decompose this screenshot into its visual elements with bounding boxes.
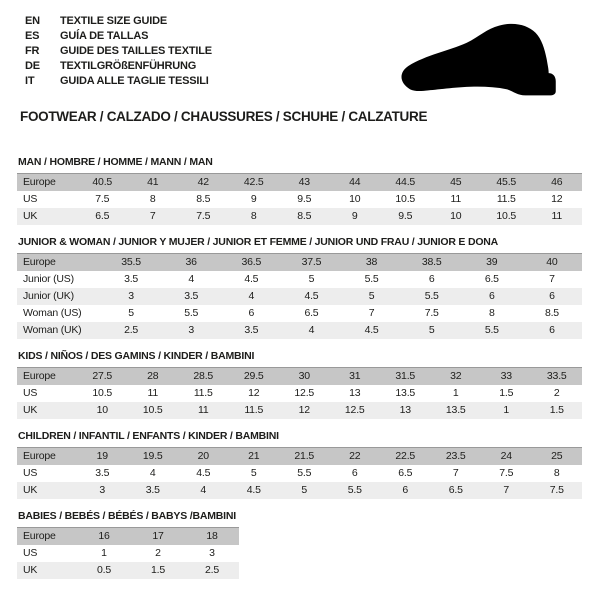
size-value: 37.5 — [301, 256, 322, 268]
row-label: UK — [23, 404, 38, 416]
size-section — [17, 430, 582, 499]
size-section — [17, 236, 582, 339]
size-value: 1 — [101, 547, 107, 559]
table-row — [17, 385, 582, 402]
size-value: 4.5 — [244, 273, 259, 285]
size-value: 22 — [349, 450, 361, 462]
row-label: Woman (UK) — [23, 324, 82, 336]
table-row — [17, 288, 582, 305]
size-value: 4 — [308, 324, 315, 336]
size-value: 7 — [549, 273, 555, 285]
size-table — [17, 173, 582, 225]
language-line — [25, 73, 212, 88]
size-value: 45.5 — [496, 176, 517, 188]
size-value: 7.5 — [499, 467, 514, 479]
size-value: 6 — [488, 290, 495, 302]
table-row — [17, 482, 582, 499]
language-code: IT — [25, 74, 35, 87]
size-value: 21 — [248, 450, 260, 462]
size-value: 25 — [551, 450, 563, 462]
size-value: 28.5 — [193, 370, 214, 382]
size-value: 9 — [250, 193, 257, 205]
size-value: 11.5 — [244, 404, 264, 416]
size-value: 1 — [452, 387, 459, 399]
row-label: Woman (US) — [23, 307, 82, 319]
language-code: ES — [25, 29, 40, 42]
table-row — [17, 465, 582, 482]
size-value: 3 — [188, 324, 194, 336]
size-value: 13 — [349, 387, 361, 399]
size-value: 12 — [551, 193, 563, 205]
size-value: 36 — [185, 256, 197, 268]
size-value: 7 — [452, 467, 459, 479]
size-value: 10.5 — [395, 193, 416, 205]
row-label: Europe — [23, 370, 56, 382]
size-value: 0.5 — [97, 564, 111, 576]
size-value: 10.5 — [92, 387, 113, 399]
size-value: 44 — [349, 176, 361, 188]
size-value: 45 — [450, 176, 462, 188]
row-label: US — [23, 193, 38, 205]
row-label: UK — [23, 210, 38, 222]
size-value: 8 — [149, 193, 156, 205]
language-code: EN — [25, 14, 40, 27]
size-table — [17, 527, 239, 579]
size-value: 9 — [351, 210, 358, 222]
size-value: 10 — [96, 404, 108, 416]
size-value: 7 — [368, 307, 375, 319]
size-value: 6.5 — [398, 467, 413, 479]
size-value: 3.5 — [244, 324, 259, 336]
size-value: 19.5 — [142, 450, 163, 462]
size-value: 3.5 — [184, 290, 199, 302]
section-title: JUNIOR & WOMAN / JUNIOR Y MUJER / JUNIOR ET FEMME / JUNIOR UND FRAU / JUNIOR E DONA — [18, 236, 499, 248]
size-value: 40 — [546, 256, 558, 268]
language-code: FR — [25, 44, 40, 57]
size-value: 7.5 — [424, 307, 439, 319]
size-value: 1 — [503, 404, 510, 416]
row-label: US — [23, 387, 38, 399]
table-row — [17, 271, 582, 288]
size-value: 27.5 — [92, 370, 113, 382]
language-title: TEXTILE SIZE GUIDE — [60, 14, 168, 27]
row-label: UK — [23, 484, 38, 496]
section-title: BABIES / BEBÉS / BÉBÉS / BABYS /BAMBINI — [18, 510, 236, 522]
size-value: 42 — [197, 176, 209, 188]
size-value: 4 — [248, 290, 255, 302]
size-value: 1.5 — [499, 387, 514, 399]
size-section — [17, 350, 582, 419]
size-value: 41 — [147, 176, 159, 188]
row-label: UK — [23, 564, 38, 576]
size-value: 5.5 — [184, 307, 199, 319]
size-value: 3 — [209, 547, 215, 559]
size-value: 13 — [399, 404, 411, 416]
size-value: 13.5 — [445, 404, 466, 416]
size-value: 8.5 — [544, 307, 559, 319]
size-value: 6 — [549, 324, 555, 336]
size-value: 4.5 — [196, 467, 211, 479]
size-value: 5.5 — [484, 324, 499, 336]
size-section — [17, 156, 582, 225]
size-value: 4.5 — [304, 290, 319, 302]
size-value: 9.5 — [297, 193, 312, 205]
size-table — [17, 367, 582, 419]
size-value: 6 — [549, 290, 555, 302]
size-value: 5.5 — [347, 484, 362, 496]
size-tables — [17, 130, 582, 579]
size-value: 31 — [349, 370, 361, 382]
size-value: 36.5 — [241, 256, 262, 268]
row-label: US — [23, 547, 38, 559]
size-value: 44.5 — [395, 176, 416, 188]
table-row — [17, 305, 582, 322]
size-value: 11 — [450, 193, 461, 205]
language-title: GUIDE DES TAILLES TEXTILE — [60, 44, 212, 57]
size-value: 28 — [147, 370, 159, 382]
size-value: 23.5 — [445, 450, 466, 462]
size-value: 8.5 — [196, 193, 211, 205]
size-value: 5.5 — [364, 273, 379, 285]
size-value: 4.5 — [364, 324, 379, 336]
shoe-icon — [396, 18, 578, 102]
section-title: CHILDREN / INFANTIL / ENFANTS / KINDER / BAMBINI — [18, 430, 279, 442]
size-value: 20 — [197, 450, 209, 462]
size-value: 6 — [428, 273, 435, 285]
size-value: 7.5 — [549, 484, 564, 496]
section-title: KIDS / NIÑOS / DES GAMINS / KINDER / BAMBINI — [18, 350, 255, 362]
size-value: 33 — [500, 370, 512, 382]
size-value: 6.5 — [304, 307, 319, 319]
size-value: 30 — [298, 370, 310, 382]
size-value: 6.5 — [484, 273, 499, 285]
table-row — [17, 545, 239, 562]
size-value: 11 — [147, 387, 158, 399]
size-value: 12.5 — [294, 387, 315, 399]
language-line — [25, 58, 212, 73]
size-value: 9.5 — [398, 210, 413, 222]
size-value: 6 — [248, 307, 255, 319]
language-title: TEXTILGRÖßENFÜHRUNG — [60, 59, 197, 72]
row-label: Junior (UK) — [23, 290, 74, 302]
size-value: 3.5 — [124, 273, 139, 285]
size-value: 4.5 — [246, 484, 261, 496]
size-value: 10 — [450, 210, 462, 222]
language-code: DE — [25, 59, 40, 72]
category-heading: FOOTWEAR / CALZADO / CHAUSSURES / SCHUHE / CALZATURE — [20, 109, 428, 124]
size-value: 11.5 — [496, 193, 516, 205]
shoe-silhouette — [401, 24, 555, 96]
size-value: 32 — [450, 370, 462, 382]
size-value: 39 — [486, 256, 498, 268]
size-value: 6.5 — [448, 484, 463, 496]
table-row — [17, 448, 582, 466]
size-value: 5 — [128, 307, 134, 319]
size-value: 42.5 — [243, 176, 264, 188]
size-value: 7 — [503, 484, 510, 496]
size-value: 16 — [98, 530, 110, 542]
table-row — [17, 322, 582, 339]
language-line — [25, 28, 212, 43]
size-section — [17, 510, 582, 579]
size-value: 4 — [200, 484, 207, 496]
size-value: 5 — [250, 467, 257, 479]
language-line — [25, 43, 212, 58]
size-table — [17, 447, 582, 499]
table-row — [17, 208, 582, 225]
size-value: 8 — [553, 467, 560, 479]
size-value: 6 — [402, 484, 409, 496]
size-value: 2.5 — [205, 564, 219, 576]
size-value: 7 — [149, 210, 156, 222]
size-value: 2 — [155, 547, 161, 559]
size-value: 10 — [349, 193, 361, 205]
size-value: 7.5 — [196, 210, 211, 222]
size-value: 12 — [298, 404, 310, 416]
size-value: 22.5 — [395, 450, 416, 462]
row-label: Europe — [23, 450, 56, 462]
table-row — [17, 562, 239, 579]
size-value: 24 — [500, 450, 512, 462]
size-value: 2.5 — [124, 324, 139, 336]
size-value: 38.5 — [421, 256, 442, 268]
row-label: Junior (US) — [23, 273, 74, 285]
row-label: Europe — [23, 176, 56, 188]
size-table — [17, 253, 582, 339]
table-row — [17, 368, 582, 386]
size-value: 33.5 — [546, 370, 567, 382]
section-title: MAN / HOMBRE / HOMME / MANN / MAN — [18, 156, 213, 168]
size-value: 10.5 — [496, 210, 517, 222]
size-value: 21.5 — [294, 450, 315, 462]
size-value: 43 — [298, 176, 310, 188]
size-value: 38 — [365, 256, 378, 268]
size-value: 6 — [351, 467, 358, 479]
size-value: 5.5 — [297, 467, 312, 479]
size-value: 10.5 — [142, 404, 163, 416]
size-value: 3.5 — [145, 484, 160, 496]
size-value: 5 — [428, 324, 435, 336]
size-value: 8 — [250, 210, 257, 222]
row-label: Europe — [23, 530, 56, 542]
size-value: 11 — [551, 210, 562, 222]
size-value: 3 — [99, 484, 106, 496]
size-value: 29.5 — [243, 370, 264, 382]
language-line — [25, 13, 212, 28]
size-value: 1.5 — [151, 564, 165, 576]
row-label: Europe — [23, 256, 56, 268]
language-title: GUIDA ALLE TAGLIE TESSILI — [60, 74, 209, 87]
size-value: 12.5 — [344, 404, 365, 416]
size-value: 5 — [301, 484, 308, 496]
size-value: 12 — [248, 387, 260, 399]
size-value: 13.5 — [395, 387, 416, 399]
size-value: 4 — [188, 273, 194, 285]
table-row — [17, 402, 582, 419]
size-value: 6.5 — [95, 210, 110, 222]
table-row — [17, 191, 582, 208]
size-value: 3.5 — [95, 467, 110, 479]
size-value: 11 — [198, 404, 209, 416]
size-value: 2 — [553, 387, 560, 399]
size-value: 5 — [308, 273, 315, 285]
size-value: 1.5 — [549, 404, 564, 416]
language-list — [25, 13, 212, 88]
size-value: 31.5 — [395, 370, 416, 382]
size-value: 5.5 — [424, 290, 439, 302]
size-value: 4 — [149, 467, 156, 479]
table-row — [17, 174, 582, 192]
size-value: 5 — [368, 290, 375, 302]
size-value: 8.5 — [297, 210, 312, 222]
size-value: 3 — [128, 290, 134, 302]
size-value: 18 — [206, 530, 218, 542]
size-value: 35.5 — [121, 256, 141, 268]
size-value: 46 — [551, 176, 563, 188]
language-title: GUÍA DE TALLAS — [60, 29, 149, 42]
size-value: 40.5 — [92, 176, 113, 188]
size-value: 19 — [96, 450, 108, 462]
table-row — [17, 528, 239, 546]
size-value: 17 — [152, 530, 164, 542]
size-value: 8 — [488, 307, 495, 319]
size-value: 11.5 — [193, 387, 213, 399]
size-value: 7.5 — [95, 193, 110, 205]
row-label: US — [23, 467, 38, 479]
table-row — [17, 254, 582, 272]
